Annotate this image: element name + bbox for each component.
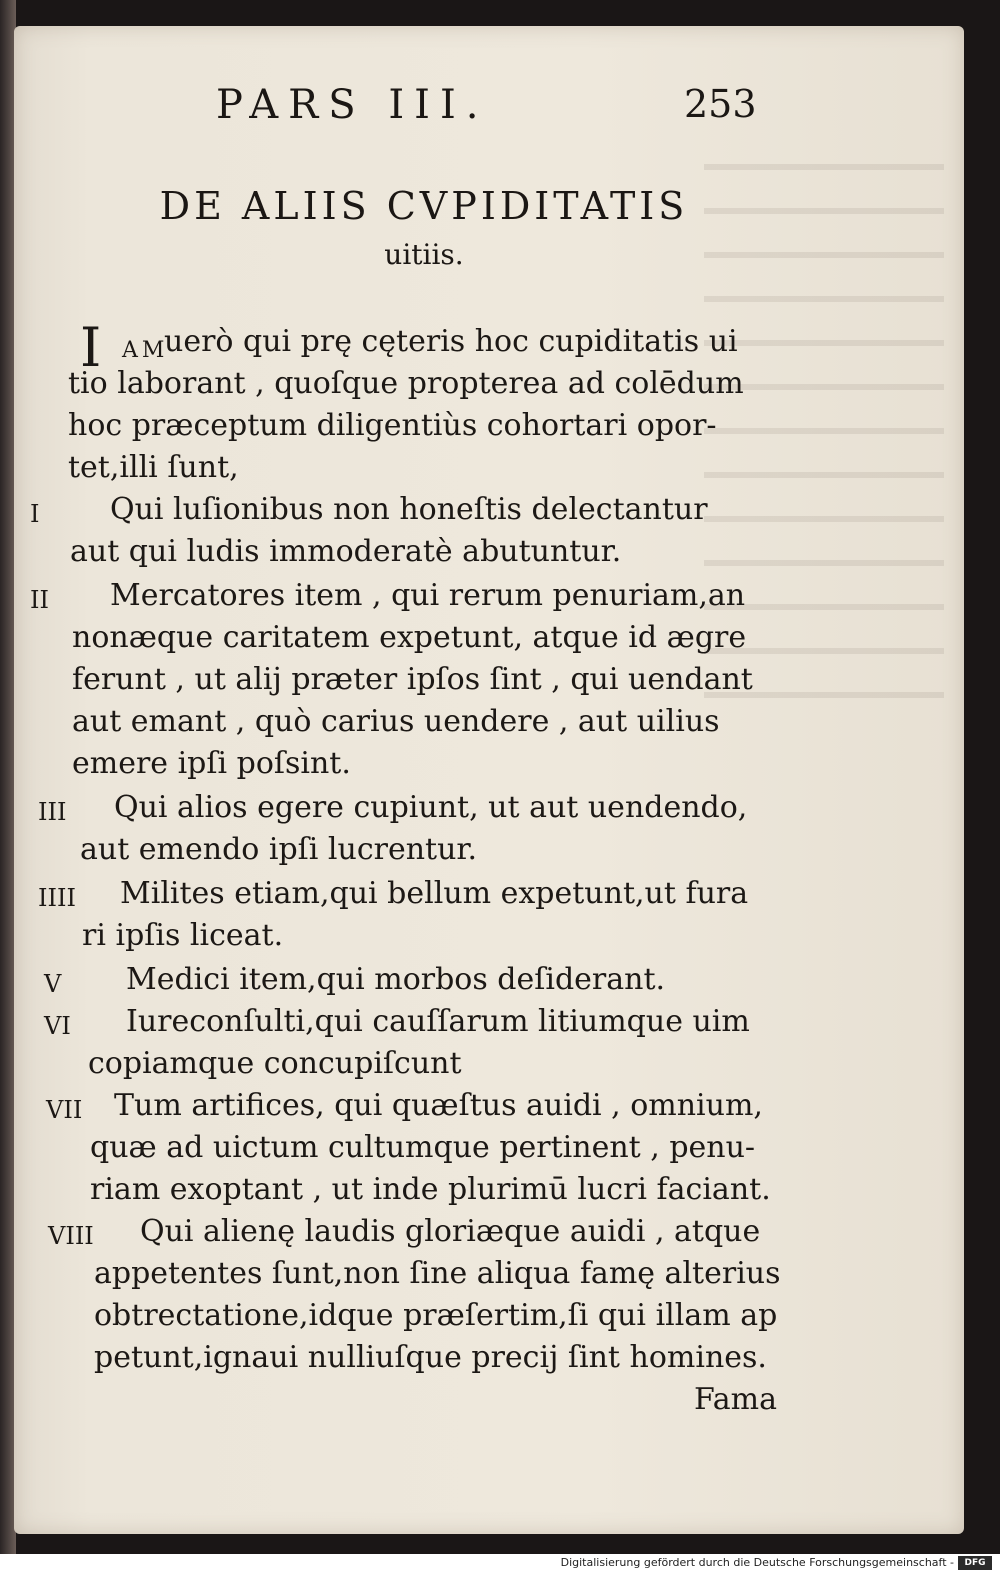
text-line: Qui alios egere cupiunt, ut aut uendendo,	[114, 790, 748, 825]
text-line: emere ipſi poſsint.	[72, 746, 351, 781]
text-line: petunt,ignaui nulliuſque precij ſint homines.	[94, 1340, 767, 1375]
text-line: hoc præceptum diligentiùs cohortari opor-	[68, 408, 717, 443]
digitization-footer	[0, 1554, 1000, 1574]
margin-numeral: III	[38, 798, 67, 826]
book-page	[14, 26, 964, 1534]
chapter-heading-continuation: uitiis.	[384, 238, 464, 271]
text-line: tio laborant , quoſque propterea ad colēdum	[68, 366, 744, 401]
text-line: aut emant , quò carius uendere , aut uilius	[72, 704, 720, 739]
text-line: aut qui ludis immoderatè abutuntur.	[70, 534, 622, 569]
text-line: obtrectatione,idque præſertim,ſi qui illam ap	[94, 1298, 778, 1333]
text-line: Medici item,qui morbos deſiderant.	[126, 962, 666, 997]
margin-numeral: VIII	[48, 1222, 94, 1250]
text-line: ri ipſis liceat.	[82, 918, 284, 953]
text-line: Qui luſionibus non honeſtis delectantur	[110, 492, 708, 527]
page-number: 253	[684, 82, 757, 126]
funding-credit: Digitalisierung gefördert durch die Deutsche Forschungsgemeinschaft -	[560, 1556, 954, 1569]
text-line: uerò qui prę cęteris hoc cupiditatis ui	[164, 324, 738, 359]
chapter-heading: DE ALIIS CVPIDITATIS	[159, 184, 689, 228]
drop-capital: I	[80, 316, 102, 379]
dfg-logo-icon: DFG	[958, 1556, 992, 1570]
text-line: appetentes ſunt,non ſine aliqua famę alterius	[94, 1256, 781, 1291]
text-line: Milites etiam,qui bellum expetunt,ut fura	[120, 876, 749, 911]
margin-numeral: V	[44, 970, 62, 998]
text-line: quæ ad uictum cultumque pertinent , penu-	[90, 1130, 756, 1165]
text-line: nonæque caritatem expetunt, atque id ægre	[72, 620, 747, 655]
text-line: riam exoptant , ut inde plurimū lucri faciant.	[90, 1172, 771, 1207]
text-line: Tum artifices, qui quæſtus auidi , omnium,	[114, 1088, 763, 1123]
catchword: Fama	[694, 1382, 777, 1417]
running-title: PARS III.	[216, 82, 489, 128]
margin-numeral: II	[30, 586, 49, 614]
small-capitals: AM	[122, 338, 169, 363]
running-head	[204, 76, 804, 136]
text-line: Iureconſulti,qui cauſſarum litiumque uim	[126, 1004, 750, 1039]
margin-numeral: IIII	[38, 884, 76, 912]
text-line: aut emendo ipſi lucrentur.	[80, 832, 478, 867]
margin-numeral: I	[30, 500, 40, 528]
margin-numeral: VI	[44, 1012, 71, 1040]
margin-numeral: VII	[46, 1096, 83, 1124]
text-line: Qui alienę laudis gloriæque auidi , atque	[140, 1214, 761, 1249]
text-line: Mercatores item , qui rerum penuriam,an	[110, 578, 746, 613]
text-line: copiamque concupiſcunt	[88, 1046, 462, 1081]
text-line: ferunt , ut alij præter ipſos ſint , qui uendant	[72, 662, 753, 697]
text-line: tet,illi ſunt,	[68, 450, 239, 485]
